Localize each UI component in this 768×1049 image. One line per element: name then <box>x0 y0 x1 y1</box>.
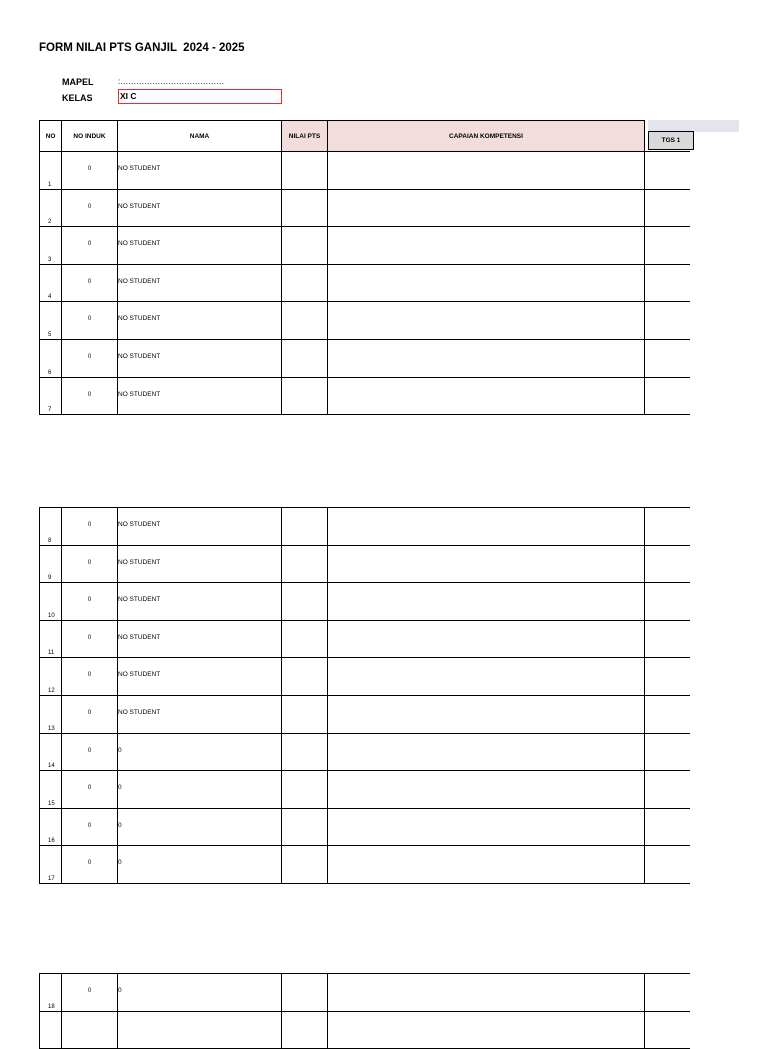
nama-value: NO STUDENT <box>118 671 161 679</box>
cell-no-induk[interactable] <box>62 808 118 846</box>
nama-value: NO STUDENT <box>118 202 161 210</box>
mapel-label: MAPEL <box>62 77 94 87</box>
cell-nama[interactable] <box>118 620 282 658</box>
nama-value: NO STUDENT <box>118 240 161 248</box>
student-row <box>40 620 690 658</box>
student-row <box>40 695 690 733</box>
cell-no <box>40 733 62 771</box>
cell-nilai-pts[interactable] <box>282 808 328 846</box>
cell-capaian-kompetensi[interactable] <box>328 377 645 415</box>
cell-no <box>40 545 62 583</box>
cell-no-induk[interactable] <box>62 545 118 583</box>
cell-no <box>40 658 62 696</box>
cell-no <box>40 189 62 227</box>
cell-capaian-kompetensi[interactable] <box>328 658 645 696</box>
cell-no <box>40 695 62 733</box>
cell-no-induk[interactable] <box>62 264 118 302</box>
cell-tgs-1[interactable] <box>645 658 690 696</box>
header-no-induk: NO INDUK <box>62 121 118 152</box>
cell-no <box>40 846 62 884</box>
student-row <box>40 658 690 696</box>
cell-no-induk[interactable] <box>62 733 118 771</box>
row-number: 10 <box>48 612 55 619</box>
cell-capaian-kompetensi[interactable] <box>328 974 645 1012</box>
cell-capaian-kompetensi[interactable] <box>328 227 645 265</box>
cell-nilai-pts[interactable] <box>282 733 328 771</box>
row-number: 8 <box>48 537 52 544</box>
cell-tgs-1[interactable] <box>645 264 690 302</box>
grade-table-section-2 <box>39 507 690 884</box>
cell-nama[interactable] <box>118 264 282 302</box>
nama-value: NO STUDENT <box>118 558 161 566</box>
mapel-value[interactable]: :………………………………… <box>118 77 225 86</box>
student-row <box>40 189 690 227</box>
no-induk-value: 0 <box>87 203 92 210</box>
cell-no-induk[interactable] <box>62 377 118 415</box>
cell-nama[interactable] <box>118 302 282 340</box>
cell-tgs-1[interactable] <box>645 583 690 621</box>
cell-nilai-pts[interactable] <box>282 846 328 884</box>
nama-value: NO STUDENT <box>118 277 161 285</box>
row-number: 15 <box>48 800 55 807</box>
cell-no-induk[interactable] <box>62 620 118 658</box>
cell-capaian-kompetensi[interactable] <box>328 339 645 377</box>
row-number: 16 <box>48 838 55 845</box>
cell-capaian-kompetensi[interactable] <box>328 846 645 884</box>
cell-nilai-pts[interactable] <box>282 227 328 265</box>
cell-nilai-pts[interactable] <box>282 620 328 658</box>
student-row <box>40 1011 690 1049</box>
student-row <box>40 339 690 377</box>
cell-nilai-pts[interactable] <box>282 771 328 809</box>
cell-nilai-pts[interactable] <box>282 695 328 733</box>
cell-capaian-kompetensi[interactable] <box>328 545 645 583</box>
row-number: 13 <box>48 725 55 732</box>
no-induk-value: 0 <box>87 747 92 754</box>
cell-no-induk[interactable] <box>62 1011 118 1049</box>
no-induk-value: 0 <box>87 241 92 248</box>
cell-nilai-pts[interactable] <box>282 1011 328 1049</box>
no-induk-value: 0 <box>87 672 92 679</box>
student-row <box>40 377 690 415</box>
nama-value: NO STUDENT <box>118 390 161 398</box>
cell-nama[interactable] <box>118 377 282 415</box>
cell-tgs-1[interactable] <box>645 771 690 809</box>
cell-nama[interactable] <box>118 695 282 733</box>
no-induk-value: 0 <box>87 559 92 566</box>
cell-nama[interactable] <box>118 583 282 621</box>
cell-nama[interactable] <box>118 1011 282 1049</box>
cell-nilai-pts[interactable] <box>282 152 328 190</box>
cell-tgs-1[interactable] <box>645 733 690 771</box>
cell-no-induk[interactable] <box>62 152 118 190</box>
cell-no-induk[interactable] <box>62 339 118 377</box>
cell-no-induk[interactable] <box>62 508 118 546</box>
no-induk-value: 0 <box>87 316 92 323</box>
header-capaian-kompetensi: CAPAIAN KOMPETENSI <box>328 121 645 152</box>
row-number: 1 <box>48 181 52 188</box>
cell-tgs-1[interactable] <box>645 189 690 227</box>
cell-nama[interactable] <box>118 227 282 265</box>
cell-tgs-1[interactable] <box>645 1011 690 1049</box>
cell-tgs-1[interactable] <box>645 302 690 340</box>
student-row <box>40 302 690 340</box>
row-number: 11 <box>48 650 55 657</box>
cell-no-induk[interactable] <box>62 658 118 696</box>
cell-tgs-1[interactable] <box>645 695 690 733</box>
cell-tgs-1[interactable] <box>645 545 690 583</box>
cell-capaian-kompetensi[interactable] <box>328 620 645 658</box>
cell-tgs-1[interactable] <box>645 377 690 415</box>
no-induk-value: 0 <box>87 278 92 285</box>
cell-nama[interactable] <box>118 974 282 1012</box>
form-title: FORM NILAI PTS GANJIL 2024 - 2025 <box>39 42 245 54</box>
no-induk-value: 0 <box>87 353 92 360</box>
nama-value: 0 <box>118 987 122 994</box>
student-row <box>40 545 690 583</box>
nama-value: NO STUDENT <box>118 315 161 323</box>
kelas-label: KELAS <box>62 93 93 103</box>
student-row <box>40 152 690 190</box>
row-number: 18 <box>48 1003 55 1010</box>
cell-nama[interactable] <box>118 808 282 846</box>
cell-tgs-1[interactable] <box>645 846 690 884</box>
row-number: 17 <box>48 875 55 882</box>
cell-no-induk[interactable] <box>62 695 118 733</box>
cell-no <box>40 620 62 658</box>
no-induk-value: 0 <box>87 860 92 867</box>
cell-nilai-pts[interactable] <box>282 974 328 1012</box>
cell-capaian-kompetensi[interactable] <box>328 695 645 733</box>
cell-capaian-kompetensi[interactable] <box>328 264 645 302</box>
cell-capaian-kompetensi[interactable] <box>328 583 645 621</box>
cell-no <box>40 339 62 377</box>
cell-nilai-pts[interactable] <box>282 302 328 340</box>
no-induk-value: 0 <box>87 709 92 716</box>
cell-nilai-pts[interactable] <box>282 377 328 415</box>
cell-no-induk[interactable] <box>62 771 118 809</box>
cell-no <box>40 1011 62 1049</box>
grade-table-section-1 <box>39 120 690 415</box>
cell-capaian-kompetensi[interactable] <box>328 771 645 809</box>
cell-nilai-pts[interactable] <box>282 545 328 583</box>
cell-capaian-kompetensi[interactable] <box>328 189 645 227</box>
cell-capaian-kompetensi[interactable] <box>328 152 645 190</box>
nama-value: 0 <box>118 746 122 754</box>
cell-capaian-kompetensi[interactable] <box>328 508 645 546</box>
cell-no <box>40 508 62 546</box>
cell-nama[interactable] <box>118 771 282 809</box>
cell-tgs-1[interactable] <box>645 227 690 265</box>
nama-value: NO STUDENT <box>118 633 161 641</box>
cell-no-induk[interactable] <box>62 583 118 621</box>
row-number: 3 <box>48 256 52 263</box>
cell-nilai-pts[interactable] <box>282 264 328 302</box>
header-no: NO <box>40 121 62 152</box>
cell-no-induk[interactable] <box>62 227 118 265</box>
cell-nama[interactable] <box>118 508 282 546</box>
cell-tgs-1[interactable] <box>645 620 690 658</box>
cell-nama[interactable] <box>118 152 282 190</box>
cell-nilai-pts[interactable] <box>282 189 328 227</box>
nama-value: NO STUDENT <box>118 521 161 528</box>
no-induk-value: 0 <box>87 522 92 528</box>
cell-no-induk[interactable] <box>62 189 118 227</box>
cell-capaian-kompetensi[interactable] <box>328 302 645 340</box>
cell-no <box>40 974 62 1012</box>
cell-nama[interactable] <box>118 733 282 771</box>
cell-capaian-kompetensi[interactable] <box>328 1011 645 1049</box>
row-number: 14 <box>48 763 55 770</box>
cell-no <box>40 264 62 302</box>
cell-no-induk[interactable] <box>62 974 118 1012</box>
row-number: 6 <box>48 369 52 376</box>
cell-nilai-pts[interactable] <box>282 508 328 546</box>
cell-nilai-pts[interactable] <box>282 583 328 621</box>
cell-no <box>40 302 62 340</box>
nama-value: 0 <box>118 821 122 829</box>
cell-tgs-1[interactable] <box>645 339 690 377</box>
cell-no <box>40 583 62 621</box>
cell-capaian-kompetensi[interactable] <box>328 733 645 771</box>
row-number: 5 <box>48 331 52 338</box>
student-row <box>40 771 690 809</box>
cell-nama[interactable] <box>118 189 282 227</box>
cell-capaian-kompetensi[interactable] <box>328 808 645 846</box>
header-nilai-pts: NILAI PTS <box>282 121 328 152</box>
cell-no <box>40 227 62 265</box>
row-number: 9 <box>48 575 52 582</box>
row-number: 4 <box>48 294 52 301</box>
nama-value: 0 <box>118 859 122 867</box>
no-induk-value: 0 <box>87 597 92 604</box>
no-induk-value: 0 <box>87 166 92 172</box>
row-number: 2 <box>48 219 52 226</box>
header-tgs-1: TGS 1 <box>648 131 694 150</box>
grade-table-section-3 <box>39 973 690 1049</box>
no-induk-value: 0 <box>87 785 92 792</box>
nama-value: NO STUDENT <box>118 708 161 716</box>
no-induk-value: 0 <box>87 634 92 641</box>
cell-no <box>40 808 62 846</box>
no-induk-value: 0 <box>87 391 92 398</box>
no-induk-value: 0 <box>87 822 92 829</box>
student-row <box>40 583 690 621</box>
no-induk-value: 0 <box>87 988 92 994</box>
cell-nilai-pts[interactable] <box>282 339 328 377</box>
cell-nama[interactable] <box>118 846 282 884</box>
student-row <box>40 264 690 302</box>
student-row <box>40 227 690 265</box>
cell-no <box>40 771 62 809</box>
kelas-value-cell[interactable]: XI C <box>118 89 282 104</box>
cell-nama[interactable] <box>118 339 282 377</box>
student-row <box>40 733 690 771</box>
nama-value: NO STUDENT <box>118 165 161 172</box>
cell-nama[interactable] <box>118 545 282 583</box>
student-row <box>40 846 690 884</box>
cell-tgs-1[interactable] <box>645 808 690 846</box>
nama-value: NO STUDENT <box>118 596 161 604</box>
cell-no <box>40 377 62 415</box>
cell-tgs-1[interactable] <box>645 974 690 1012</box>
cell-nilai-pts[interactable] <box>282 658 328 696</box>
header-nama: NAMA <box>118 121 282 152</box>
cell-no-induk[interactable] <box>62 302 118 340</box>
row-number: 12 <box>48 687 55 694</box>
cell-tgs-1[interactable] <box>645 152 690 190</box>
cell-tgs-1[interactable] <box>645 508 690 546</box>
nama-value: 0 <box>118 784 122 792</box>
cell-nama[interactable] <box>118 658 282 696</box>
nama-value: NO STUDENT <box>118 352 161 360</box>
cell-no-induk[interactable] <box>62 846 118 884</box>
cell-no <box>40 152 62 190</box>
student-row <box>40 808 690 846</box>
student-row <box>40 508 690 546</box>
student-row <box>40 974 690 1012</box>
row-number: 7 <box>48 407 52 414</box>
